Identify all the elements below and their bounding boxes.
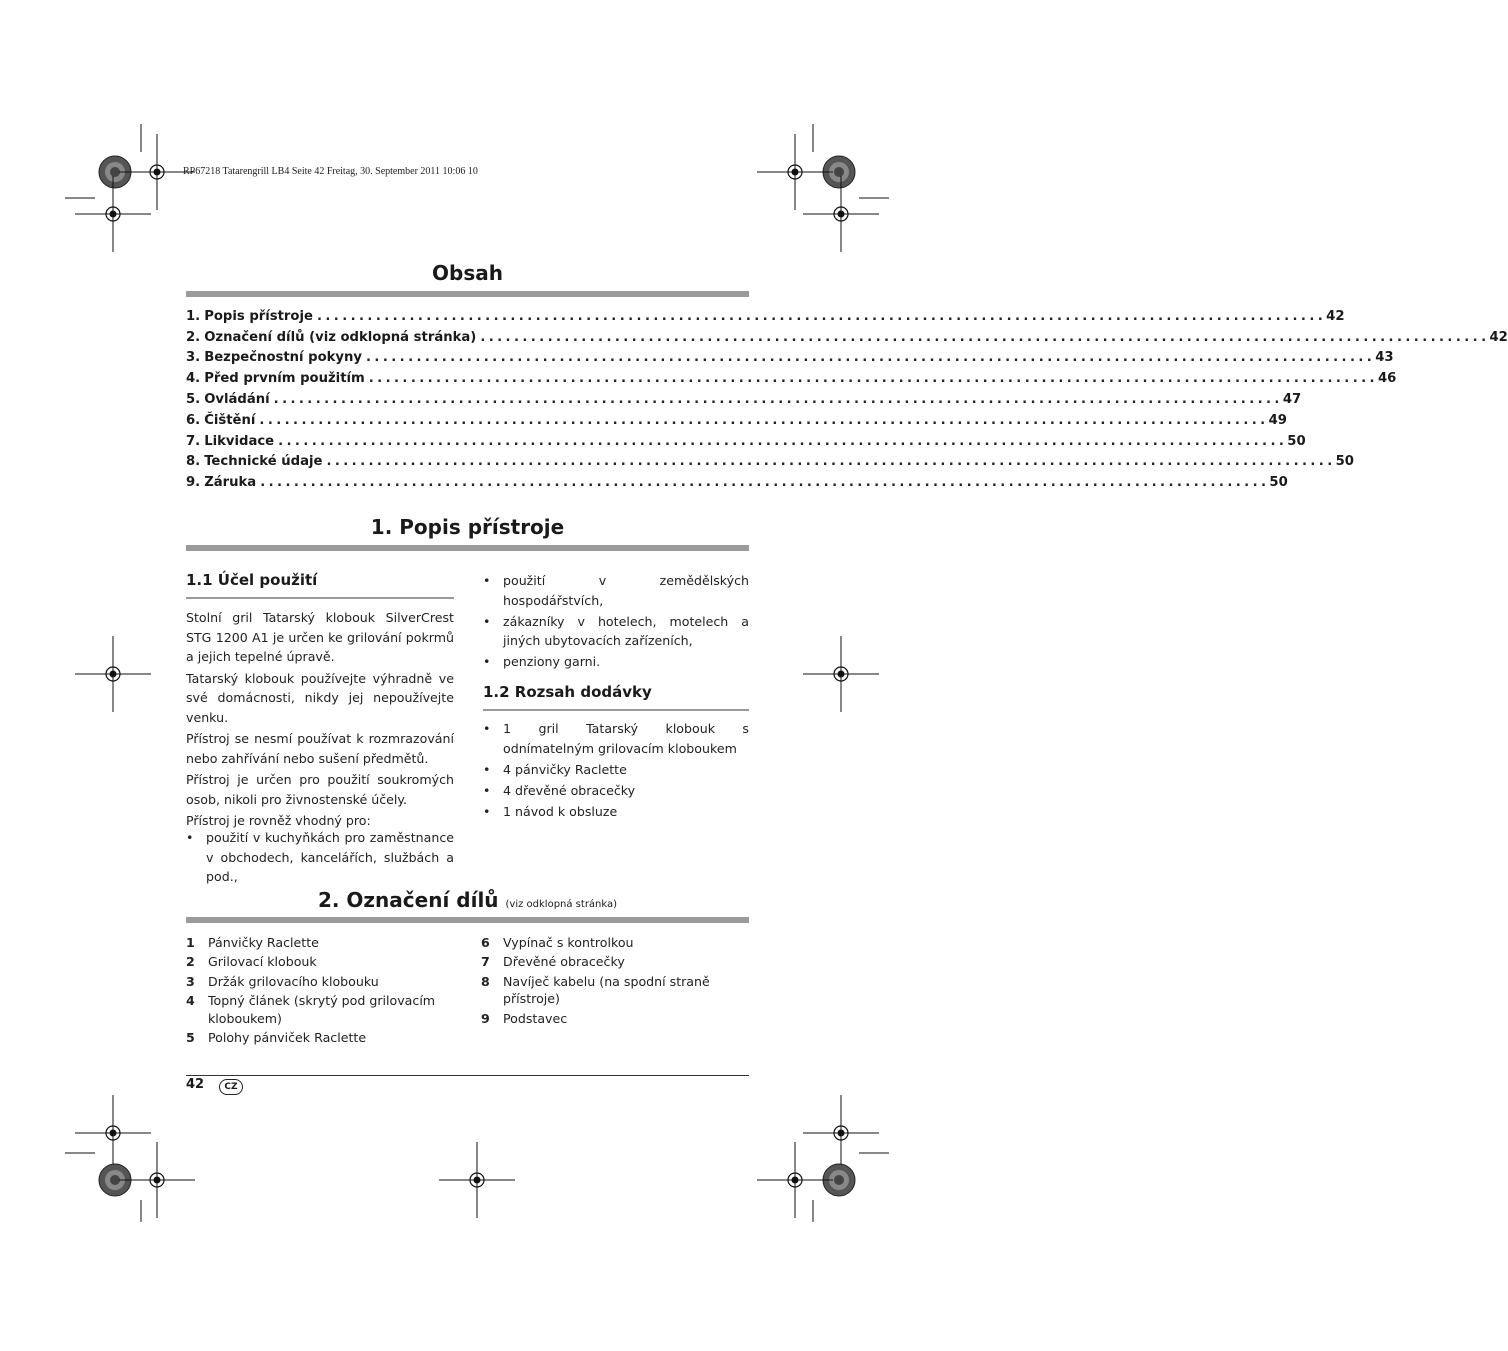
bullet-dot: •: [483, 721, 491, 736]
usage-paragraph: Přístroj je určen pro použití soukromých osob, nikoli pro živnostenské účely.: [186, 772, 454, 807]
footer-rule: [186, 1075, 749, 1076]
bullet-item: [483, 781, 749, 801]
table-of-contents: [186, 306, 1508, 493]
parts-list-left: [186, 934, 454, 1048]
usage-paragraph: Přístroj se nesmí používat k rozmrazování nebo zahřívání nebo sušení předmětů.: [186, 731, 454, 766]
toc-page: 42: [1326, 308, 1345, 324]
part-number: 7: [481, 954, 490, 970]
toc-leader: ........................................................................................................................: [368, 371, 1378, 387]
toc-number: 8.: [186, 454, 201, 470]
language-badge: CZ: [219, 1079, 243, 1095]
usage-paragraph: Přístroj je rovněž vhodný pro:: [186, 813, 371, 828]
part-label: Držák grilovacího klobouku: [208, 973, 379, 989]
bullet-text: 4 pánvičky Raclette: [503, 761, 627, 777]
bullet-text: použití v kuchyňkách pro zaměstnance v obchodech, kancelářích, službách a pod.,: [206, 830, 454, 884]
toc-number: 9.: [186, 475, 201, 491]
toc-row: [186, 306, 1345, 327]
part-row: [481, 934, 749, 952]
toc-number: 3.: [186, 350, 201, 366]
part-row: [481, 973, 749, 1009]
bullet-item: [483, 571, 749, 610]
toc-label: Technické údaje: [204, 454, 323, 470]
print-header: RP67218 Tatarengrill LB4 Seite 42 Freitag, 30. September 2011 10:06 10: [183, 166, 478, 177]
bullet-text: 1 gril Tatarský klobouk s odnímatelným grilovacím kloboukem: [503, 721, 749, 756]
toc-page: 43: [1375, 350, 1394, 366]
toc-label: Záruka: [204, 475, 257, 491]
parts-list-right: [481, 934, 749, 1029]
bullet-dot: •: [483, 654, 491, 669]
part-row: [186, 953, 454, 971]
toc-leader: ........................................................................................................................: [278, 433, 1288, 449]
bullet-text: 1 návod k obsluze: [503, 803, 618, 819]
toc-row: [186, 452, 1354, 473]
toc-page: 50: [1269, 475, 1288, 491]
bullet-dot: •: [483, 761, 491, 777]
toc-label: Označení dílů (viz odklopná stránka): [204, 329, 477, 345]
bullet-dot: •: [483, 782, 491, 798]
toc-row: [186, 472, 1288, 493]
bullet-item: [483, 760, 749, 780]
toc-label: Popis přístroje: [204, 308, 313, 324]
usage-bullets-left: [186, 828, 454, 888]
part-number: 5: [186, 1029, 195, 1045]
subsection-1-2-title: 1.2 Rozsah dodávky: [483, 683, 652, 701]
section2-bar: [186, 917, 749, 923]
toc-label: Bezpečnostní pokyny: [204, 350, 363, 366]
part-number: 4: [186, 992, 195, 1008]
usage-bullets-right: [483, 571, 749, 673]
usage-paragraphs: [186, 608, 454, 833]
toc-leader: ........................................................................................................................: [259, 412, 1269, 428]
toc-page: 46: [1377, 371, 1397, 387]
page-number: 42: [186, 1077, 205, 1092]
toc-page: 42: [1489, 329, 1508, 345]
toc-number: 6.: [186, 412, 201, 428]
toc-leader: ........................................................................................................................: [366, 350, 1376, 366]
toc-label: Před prvním použitím: [204, 371, 365, 387]
toc-row: [186, 368, 1397, 389]
bullet-text: použití v zemědělských hospodářstvích,: [503, 573, 749, 608]
bullet-text: penziony garni.: [503, 654, 601, 669]
delivery-bullets: [483, 719, 749, 823]
toc-page: 49: [1268, 412, 1287, 428]
toc-leader: ........................................................................................................................: [326, 454, 1336, 470]
toc-number: 2.: [186, 329, 201, 345]
subsection-1-1-title: 1.1 Účel použití: [186, 571, 318, 589]
part-row: [186, 934, 454, 952]
part-label: Navíječ kabelu (na spodní straně přístroje): [503, 973, 710, 1007]
section2-title: 2. Označení dílů: [317, 888, 499, 912]
part-label: Pánvičky Raclette: [208, 935, 319, 950]
bullet-dot: •: [483, 613, 491, 629]
bullet-dot: •: [483, 803, 491, 819]
part-label: Vypínač s kontrolkou: [503, 935, 634, 950]
bullet-item: [483, 612, 749, 651]
toc-leader: ........................................................................................................................: [480, 329, 1490, 345]
part-label: Dřevěné obracečky: [503, 954, 625, 970]
toc-number: 5.: [186, 392, 201, 408]
toc-number: 1.: [186, 308, 201, 324]
toc-row: [186, 431, 1306, 452]
toc-label: Čištění: [204, 412, 256, 428]
bullet-dot: •: [483, 573, 491, 588]
part-label: Podstavec: [503, 1010, 568, 1026]
part-number: 1: [186, 935, 195, 950]
part-row: [186, 1029, 454, 1047]
section1-title: 1. Popis přístroje: [370, 515, 565, 539]
part-label: Topný článek (skrytý pod grilovacím kloboukem): [208, 992, 436, 1026]
bullet-text: zákazníky v hotelech, motelech a jiných ubytovacích zařízeních,: [503, 613, 749, 648]
toc-row: [186, 348, 1394, 369]
toc-leader: ........................................................................................................................: [273, 392, 1283, 408]
toc-number: 4.: [186, 371, 201, 387]
toc-page: 50: [1335, 454, 1354, 470]
toc-row: [186, 410, 1287, 431]
toc-label: Likvidace: [204, 433, 275, 449]
toc-label: Ovládání: [204, 392, 270, 408]
toc-page: 50: [1287, 433, 1306, 449]
part-number: 6: [481, 935, 490, 950]
part-number: 2: [186, 954, 195, 970]
part-row: [186, 973, 454, 991]
toc-title: Obsah: [432, 261, 503, 285]
toc-row: [186, 327, 1508, 348]
subsection-1-1-rule: [186, 597, 454, 599]
bullet-dot: •: [186, 830, 194, 845]
toc-title-bar: [186, 291, 749, 297]
part-number: 9: [481, 1010, 490, 1026]
toc-number: 7.: [186, 433, 201, 449]
toc-page: 47: [1282, 392, 1302, 408]
usage-paragraph: Stolní gril Tatarský klobouk SilverCrest STG 1200 A1 je určen ke grilování pokrmů a jejich tepelné úpravě.: [186, 610, 454, 664]
bullet-item: [483, 652, 749, 672]
part-row: [481, 1010, 749, 1028]
part-number: 8: [481, 973, 490, 989]
usage-paragraph: Tatarský klobouk používejte výhradně ve své domácnosti, nikdy jej nepoužívejte venku.: [186, 670, 454, 725]
section2-title-wrap: [186, 888, 749, 912]
bullet-text: 4 dřevěné obracečky: [503, 782, 636, 798]
section2-title-note: (viz odklopná stránka): [505, 899, 618, 910]
bullet-item: [186, 828, 454, 887]
part-label: Grilovací klobouk: [208, 954, 317, 970]
toc-leader: ........................................................................................................................: [316, 308, 1327, 324]
bullet-item: [483, 719, 749, 758]
part-number: 3: [186, 973, 195, 989]
toc-row: [186, 389, 1302, 410]
part-row: [481, 953, 749, 971]
part-row: [186, 992, 454, 1028]
subsection-1-2-rule: [483, 709, 749, 711]
toc-leader: ........................................................................................................................: [260, 475, 1270, 491]
section1-bar: [186, 545, 749, 551]
part-label: Polohy pánviček Raclette: [208, 1029, 367, 1045]
bullet-item: [483, 802, 749, 822]
